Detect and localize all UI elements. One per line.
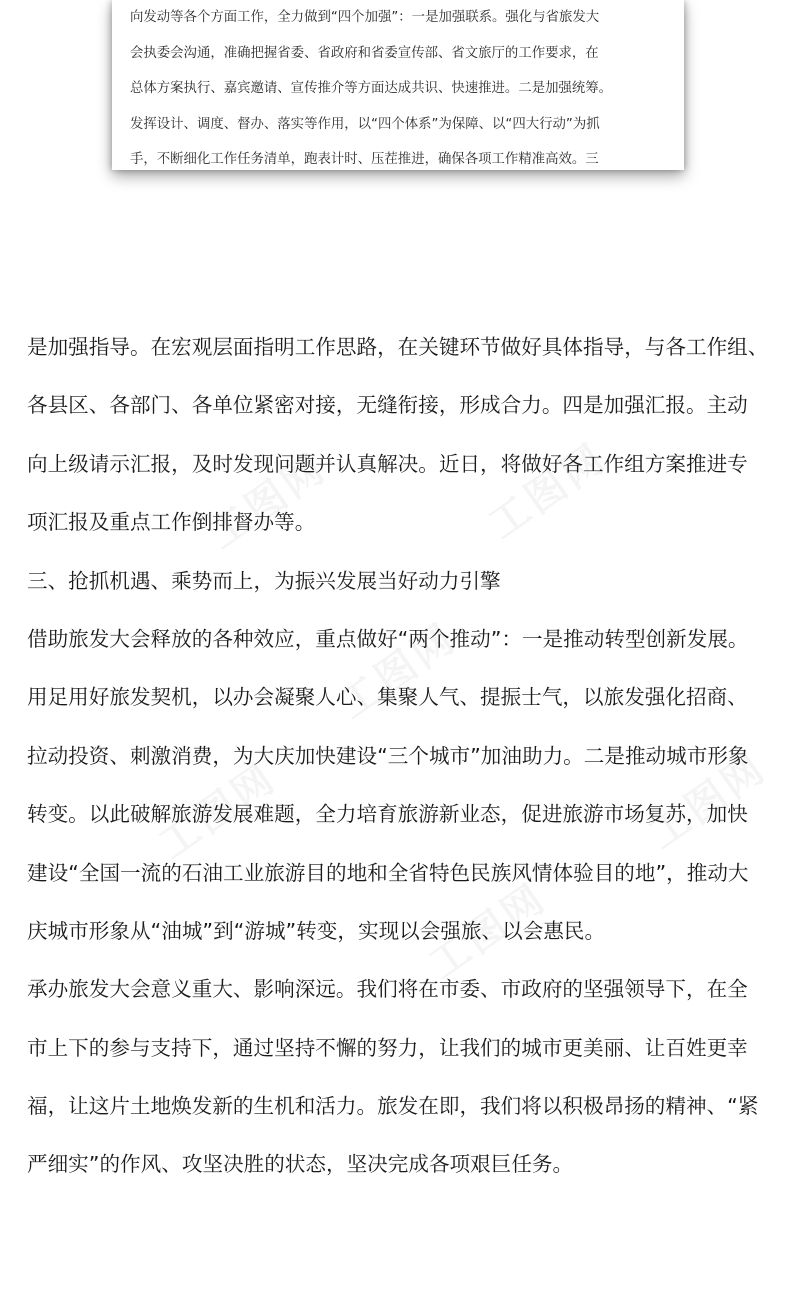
body-line: 拉动投资、刺激消费，为大庆加快建设“三个城市”加油助力。二是推动城市形象	[27, 743, 749, 768]
article-body	[27, 318, 787, 1194]
body-line: 福，让这片土地焕发新的生机和活力。旅发在即，我们将以积极昂扬的精神、“紧	[27, 1094, 759, 1119]
preview-line: 发挥设计、调度、督办、落实等作用，以“四个体系”为保障、以“四大行动”为抓	[130, 116, 600, 132]
body-line: 市上下的参与支持下，通过坚持不懈的努力，让我们的城市更美丽、让百姓更幸	[27, 1035, 748, 1060]
body-line: 向上级请示汇报，及时发现问题并认真解决。近日，将做好各工作组方案推进专	[27, 451, 748, 476]
body-line: 项汇报及重点工作倒排督办等。	[27, 510, 316, 535]
section-heading: 三、抢抓机遇、乘势而上，为振兴发展当好动力引擎	[27, 568, 501, 593]
body-line: 转变。以此破解旅游发展难题，全力培育旅游新业态，促进旅游市场复苏，加快	[27, 802, 748, 827]
preview-text	[130, 2, 670, 170]
body-line: 借助旅发大会释放的各种效应，重点做好“两个推动”：一是推动转型创新发展。	[27, 626, 749, 651]
preview-line: 总体方案执行、嘉宾邀请、宣传推介等方面达成共识、快速推进。二是加强统筹。	[130, 81, 613, 96]
preview-line: 会执委会沟通，准确把握省委、省政府和省委宣传部、省文旅厅的工作要求，在	[130, 45, 599, 61]
preview-line: 手，不断细化工作任务清单，跑表计时、压茬推进，确保各项工作精准高效。三	[130, 152, 599, 167]
body-line: 庆城市形象从“油城”到“游城”转变，实现以会强旅、以会惠民。	[27, 918, 606, 943]
body-line: 是加强指导。在宏观层面指明工作思路，在关键环节做好具体指导，与各工作组、	[27, 335, 769, 359]
document-preview-card	[112, 0, 684, 170]
body-line: 用足用好旅发契机，以办会凝聚人心、集聚人气、提振士气，以旅发强化招商、	[27, 685, 748, 710]
body-line: 严细实”的作风、攻坚决胜的状态，坚决完成各项艰巨任务。	[27, 1152, 574, 1177]
body-line: 承办旅发大会意义重大、影响深远。我们将在市委、市政府的坚强领导下，在全	[27, 977, 748, 1002]
body-line: 各县区、各部门、各单位紧密对接，无缝衔接，形成合力。四是加强汇报。主动	[27, 393, 748, 418]
body-line: 建设“全国一流的石油工业旅游目的地和全省特色民族风情体验目的地”，推动大	[27, 860, 749, 885]
preview-line: 向发动等各个方面工作，全力做到“四个加强”：一是加强联系。强化与省旅发大	[130, 10, 600, 25]
